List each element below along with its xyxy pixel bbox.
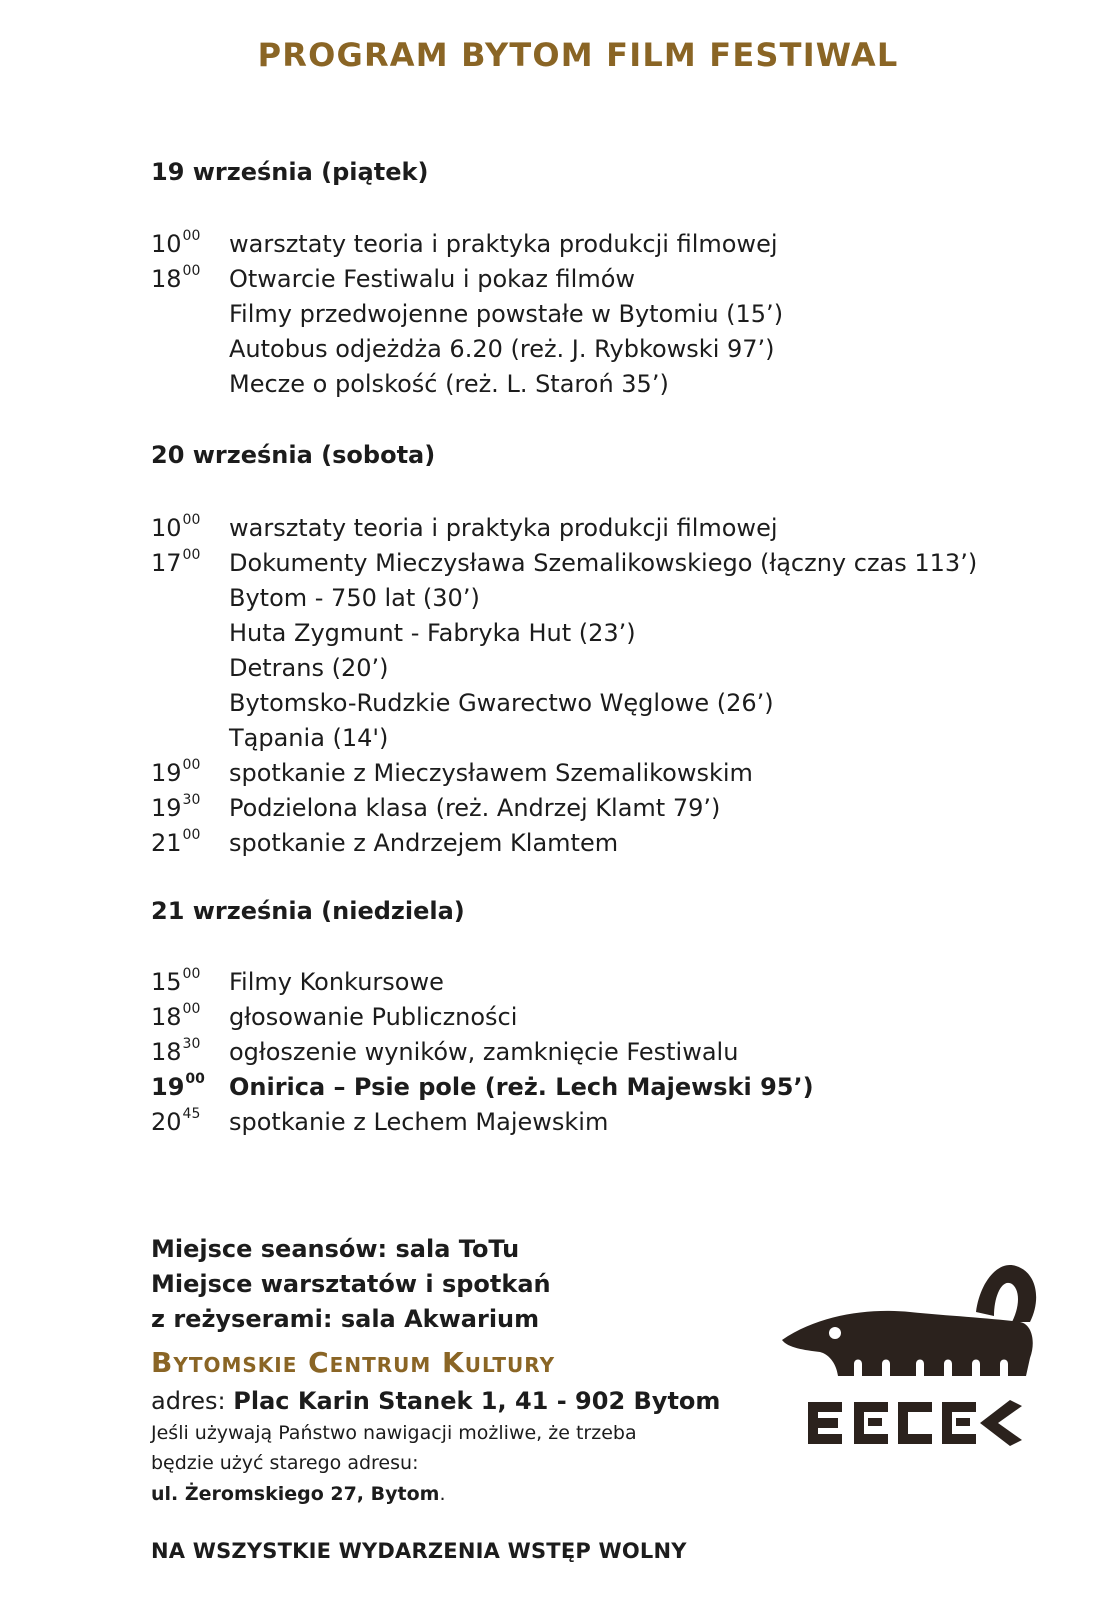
- event-description: Otwarcie Festiwalu i pokaz filmów: [229, 265, 636, 293]
- event-description: Bytomsko-Rudzkie Gwarectwo Węglowe (26’): [229, 689, 774, 717]
- event-time: $15^{00}$: [151, 966, 201, 996]
- schedule-row: [151, 545, 1051, 581]
- event-time: $20^{45}$: [151, 1106, 201, 1136]
- event-description: Bytom - 750 lat (30’): [229, 584, 480, 612]
- organizer-name: Bytomskie Centrum Kultury: [151, 1346, 556, 1379]
- venue-workshops: Miejsce warsztatów i spotkań: [151, 1270, 551, 1298]
- event-time: $19^{30}$: [151, 792, 201, 822]
- schedule-row: [151, 1069, 1051, 1105]
- schedule-row: [151, 1034, 1051, 1070]
- event-description: Mecze o polskość (reż. L. Staroń 35’): [229, 370, 669, 398]
- schedule-row: [151, 331, 1051, 367]
- event-time: $18^{00}$: [151, 1001, 201, 1031]
- schedule-row: [151, 964, 1051, 1000]
- event-time: $10^{00}$: [151, 228, 201, 258]
- schedule-row: [151, 790, 1051, 826]
- day-heading: 20 września (sobota): [151, 441, 436, 469]
- schedule-row: [151, 261, 1051, 297]
- old-address: ul. Żeromskiego 27, Bytom.: [151, 1483, 446, 1505]
- free-entry-notice: NA WSZYSTKIE WYDARZENIA WSTĘP WOLNY: [151, 1539, 687, 1563]
- schedule-row: [151, 296, 1051, 332]
- schedule-row: [151, 226, 1051, 262]
- festival-title: PROGRAM BYTOM FILM FESTIWAL: [257, 36, 899, 74]
- event-description: Podzielona klasa (reż. Andrzej Klamt 79’): [229, 794, 721, 822]
- event-time: $19^{00}$: [151, 1071, 205, 1101]
- schedule-row: [151, 720, 1051, 756]
- event-description: warsztaty teoria i praktyka produkcji filmowej: [229, 514, 778, 542]
- navigation-note-cont: będzie użyć starego adresu:: [151, 1452, 419, 1474]
- event-description: Tąpania (14'): [229, 724, 389, 752]
- event-description: ogłoszenie wyników, zamknięcie Festiwalu: [229, 1038, 739, 1066]
- event-description: spotkanie z Mieczysławem Szemalikowskim: [229, 759, 753, 787]
- event-description: głosowanie Publiczności: [229, 1003, 518, 1031]
- event-time: $18^{30}$: [151, 1036, 201, 1066]
- day-heading: 19 września (piątek): [151, 158, 429, 186]
- event-time: $10^{00}$: [151, 512, 201, 542]
- address-label: adres:: [151, 1387, 226, 1415]
- event-description: Huta Zygmunt - Fabryka Hut (23’): [229, 619, 636, 647]
- event-description: Detrans (20’): [229, 654, 389, 682]
- event-description: Dokumenty Mieczysława Szemalikowskiego (łączny czas 113’): [229, 549, 978, 577]
- schedule-row: [151, 580, 1051, 616]
- event-time: $21^{00}$: [151, 827, 201, 857]
- event-time: $19^{00}$: [151, 757, 201, 787]
- schedule-row: [151, 1104, 1051, 1140]
- schedule-row: [151, 650, 1051, 686]
- day-heading: 21 września (niedziela): [151, 897, 465, 925]
- event-description: Onirica – Psie pole (reż. Lech Majewski 95’): [229, 1073, 814, 1101]
- schedule-row: [151, 825, 1051, 861]
- event-description: Filmy Konkursowe: [229, 968, 444, 996]
- navigation-note: Jeśli używają Państwo nawigacji możliwe, że trzeba: [151, 1422, 637, 1444]
- event-description: spotkanie z Lechem Majewskim: [229, 1108, 609, 1136]
- schedule-row: [151, 366, 1051, 402]
- event-description: Filmy przedwojenne powstałe w Bytomiu (15’): [229, 300, 784, 328]
- event-time: $17^{00}$: [151, 547, 201, 577]
- schedule-row: [151, 510, 1051, 546]
- event-description: spotkanie z Andrzejem Klamtem: [229, 829, 619, 857]
- event-description: warsztaty teoria i praktyka produkcji filmowej: [229, 230, 778, 258]
- schedule-row: [151, 755, 1051, 791]
- address-value: Plac Karin Stanek 1, 41 - 902 Bytom: [233, 1387, 721, 1415]
- schedule-row: [151, 999, 1051, 1035]
- event-time: $18^{00}$: [151, 263, 201, 293]
- schedule-row: [151, 615, 1051, 651]
- bck-dog-logo-icon: [780, 1262, 1040, 1472]
- event-description: Autobus odjeżdża 6.20 (reż. J. Rybkowski 97’): [229, 335, 775, 363]
- address: [151, 1385, 791, 1417]
- schedule-row: [151, 685, 1051, 721]
- venue-screenings: Miejsce seansów: sala ToTu: [151, 1235, 520, 1263]
- venue-workshops-cont: z reżyserami: sala Akwarium: [151, 1305, 540, 1333]
